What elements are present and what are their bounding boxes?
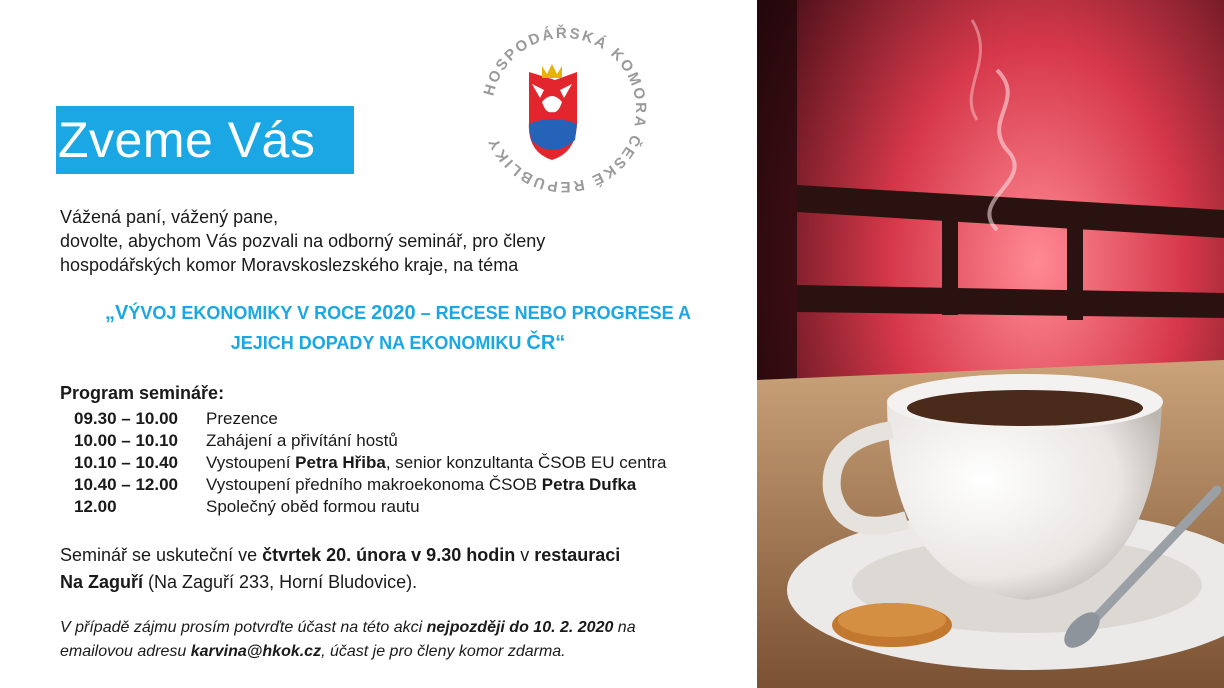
- program-row: [74, 496, 667, 518]
- venue-line-2: Na Zaguří (Na Zaguří 233, Horní Bludovice).: [60, 572, 418, 592]
- seminar-topic: [58, 298, 738, 358]
- note-line-1: V případě zájmu prosím potvrďte účast na této akci nejpozději do 10. 2. 2020 na: [60, 619, 636, 636]
- program-desc: Prezence: [206, 409, 278, 428]
- program-time: 10.40 – 12.00: [74, 475, 178, 494]
- greeting-paragraph: [60, 205, 545, 277]
- greeting-line: Vážená paní, vážený pane,: [60, 207, 279, 227]
- coffee-cup-photo: [757, 0, 1224, 688]
- program-time: 10.00 – 10.10: [74, 431, 178, 450]
- program-time: 10.10 – 10.40: [74, 453, 178, 472]
- contact-email[interactable]: karvina@hkok.cz: [190, 643, 322, 660]
- page-title: Zveme Vás: [56, 106, 354, 174]
- venue-info: [60, 542, 620, 596]
- program-list: [74, 408, 667, 518]
- program-row: [74, 430, 667, 452]
- program-desc: Společný oběd formou rautu: [206, 497, 420, 516]
- venue-line-1: Seminář se uskuteční ve čtvrtek 20. února v 9.30 hodin v restauraci: [60, 545, 621, 565]
- greeting-line: dovolte, abychom Vás pozvali na odborný seminář, pro členy: [60, 231, 546, 251]
- program-row: [74, 474, 667, 496]
- registration-note: [60, 616, 636, 664]
- chamber-of-commerce-logo: [474, 20, 654, 200]
- topic-line-2: JEJICH DOPADY NA EKONOMIKU ČR“: [230, 332, 566, 354]
- program-desc: Vystoupení Petra Hřiba, senior konzultanta ČSOB EU centra: [206, 453, 667, 472]
- program-time: 12.00: [74, 497, 117, 516]
- program-time: 09.30 – 10.00: [74, 409, 178, 428]
- greeting-line: hospodářských komor Moravskoslezského kraje, na téma: [60, 255, 519, 275]
- program-row: [74, 408, 667, 430]
- program-row: [74, 452, 667, 474]
- program-heading: Program semináře:: [60, 383, 225, 403]
- logo-ring-text: HOSPODÁŘSKÁ KOMORA ČESKÉ REPUBLIKY: [480, 24, 650, 196]
- program-desc: Zahájení a přivítání hostů: [206, 431, 398, 450]
- program-desc: Vystoupení předního makroekonoma ČSOB Petra Dufka: [206, 475, 637, 494]
- note-line-2: emailovou adresu karvina@hkok.cz, účast je pro členy komor zdarma.: [60, 643, 566, 660]
- topic-line-1: „VÝVOJ EKONOMIKY V ROCE 2020 – RECESE NEBO PROGRESE A: [105, 302, 691, 324]
